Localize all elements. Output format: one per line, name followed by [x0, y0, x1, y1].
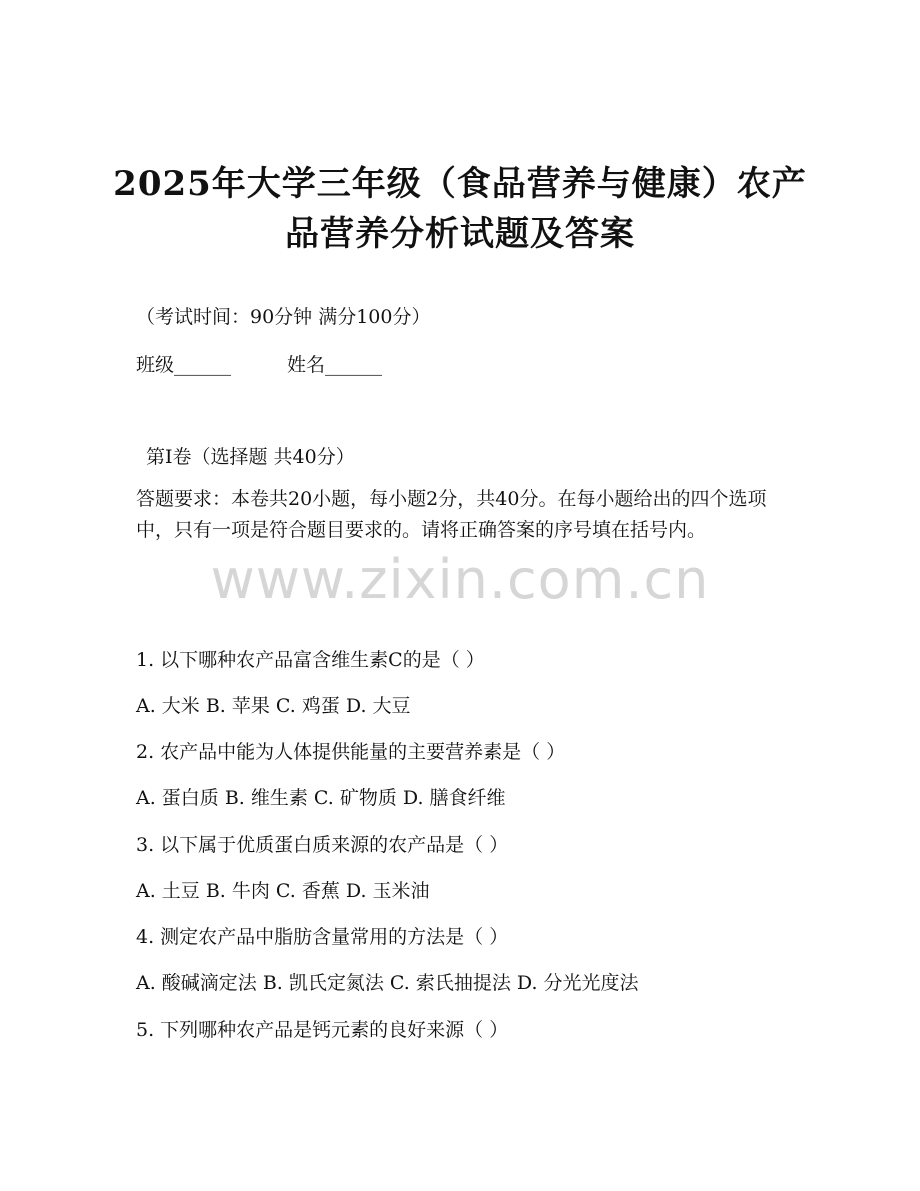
- document-title-line-2: 品营养分析试题及答案: [285, 214, 635, 254]
- document-title-line-1: 2025年大学三年级（食品营养与健康）农产: [113, 164, 807, 204]
- question-2-options: A. 蛋白质 B. 维生素 C. 矿物质 D. 膳食纤维: [136, 787, 506, 809]
- answer-instructions: 答题要求：本卷共20小题，每小题2分，共40分。在每小题给出的四个选项中，只有一项是符合题目要求的。请将正确答案的序号填在括号内。: [136, 488, 767, 541]
- question-4-stem: 4. 测定农产品中脂肪含量常用的方法是（ ）: [136, 926, 509, 948]
- question-1-stem: 1. 以下哪种农产品富含维生素C的是（ ）: [136, 649, 485, 671]
- question-3-options: A. 土豆 B. 牛肉 C. 香蕉 D. 玉米油: [136, 880, 430, 902]
- watermark: www.zixin.com.cn: [210, 548, 710, 611]
- question-5-stem: 5. 下列哪种农产品是钙元素的良好来源（ ）: [136, 1019, 509, 1041]
- student-fields: [136, 350, 382, 377]
- name-field: 姓名______: [287, 354, 383, 376]
- question-2-stem: 2. 农产品中能为人体提供能量的主要营养素是（ ）: [136, 741, 566, 763]
- question-4-options: A. 酸碱滴定法 B. 凯氏定氮法 C. 索氏抽提法 D. 分光光度法: [136, 972, 639, 994]
- class-field: 班级______: [136, 354, 232, 376]
- exam-info: （考试时间：90分钟 满分100分）: [136, 306, 431, 328]
- question-1-options: A. 大米 B. 苹果 C. 鸡蛋 D. 大豆: [136, 695, 411, 717]
- section-heading: 第Ⅰ卷（选择题 共40分）: [146, 446, 355, 468]
- question-3-stem: 3. 以下属于优质蛋白质来源的农产品是（ ）: [136, 834, 509, 856]
